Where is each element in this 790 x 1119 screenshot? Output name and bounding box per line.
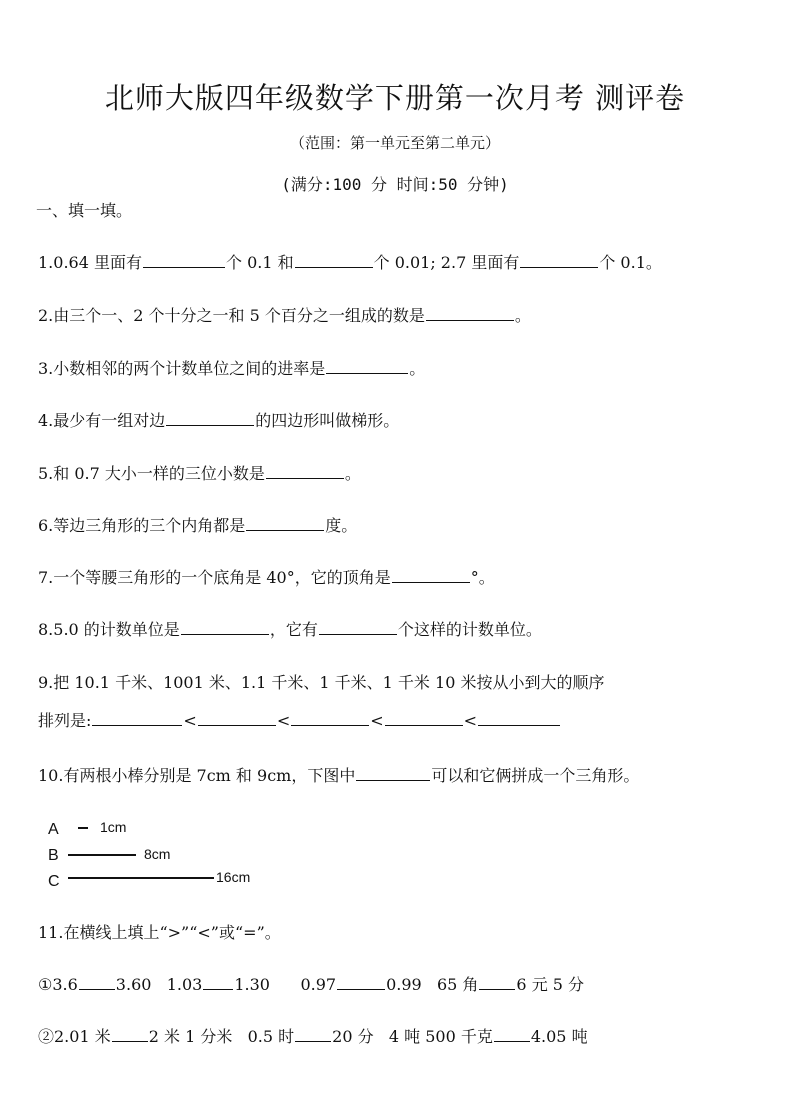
question-9-ordering [38,708,561,731]
question-text: 3.小数相邻的两个计数单位之间的进率是 [38,359,326,378]
compare-item: 0.5 时 [247,1027,295,1046]
stick-c-length: 16cm [216,869,251,885]
stick-b-length: 8cm [144,846,171,862]
compare-item: ②2.01 米 [38,1027,111,1046]
answer-blank[interactable] [319,620,397,635]
question-text: 8.5.0 的计数单位是 [38,620,180,639]
answer-blank[interactable] [295,1027,331,1042]
question-11 [38,920,281,943]
question-text: 可以和它俩拼成一个三角形。 [431,766,640,785]
answer-blank[interactable] [79,975,115,990]
question-text: 。 [409,359,426,378]
compare-item: 4 吨 500 千克 [388,1027,493,1046]
question-text: 1.0.64 里面有 [38,253,142,272]
question-8 [38,617,542,640]
stick-a-length: 1cm [100,819,127,835]
answer-blank[interactable] [92,711,182,726]
question-text: 2.由三个一、2 个十分之一和 5 个百分之一组成的数是 [38,306,425,325]
stick-c-label: C [48,873,60,890]
compare-item: 1.03 [166,975,203,994]
question-text: 5.和 0.7 大小一样的三位小数是 [38,464,265,483]
compare-item: 6 元 5 分 [516,975,585,994]
compare-row-2 [38,1024,588,1047]
compare-item: 20 分 [332,1027,374,1046]
question-10 [38,763,639,786]
compare-item: 1.30 [234,975,270,994]
question-5 [38,461,361,484]
compare-row-1 [38,972,584,995]
answer-blank[interactable] [392,568,470,583]
answer-blank[interactable] [203,975,233,990]
answer-blank[interactable] [520,253,598,268]
question-1 [38,250,662,273]
less-than-sign: < [276,711,291,730]
question-text: ，它有 [269,620,318,639]
exam-scope: （范围：第一单元至第二单元） [289,134,500,152]
compare-item: ①3.6 [38,975,78,994]
compare-item: 65 角 [436,975,479,994]
answer-blank[interactable] [426,306,514,321]
answer-blank[interactable] [291,711,369,726]
answer-blank[interactable] [266,464,344,479]
question-7 [38,565,495,588]
score-time-line: (满分:100 分 时间:50 分钟) [281,175,509,194]
answer-blank[interactable] [494,1027,530,1042]
answer-blank[interactable] [181,620,269,635]
answer-blank[interactable] [246,516,324,531]
answer-blank[interactable] [143,253,225,268]
question-6 [38,513,357,536]
answer-blank[interactable] [478,711,560,726]
question-text: 7.一个等腰三角形的一个底角是 40°，它的顶角是 [38,568,391,587]
stick-length-figure [46,814,276,892]
question-text: 。 [514,306,531,325]
question-text: 个 0.01; 2.7 里面有 [373,253,520,272]
compare-item: 4.05 吨 [530,1027,588,1046]
answer-blank[interactable] [326,359,408,374]
question-3 [38,356,425,379]
stick-b-label: B [48,847,59,864]
question-9 [38,670,604,693]
question-text: 10.有两根小棒分别是 7cm 和 9cm，下图中 [38,766,356,785]
section-heading: 一、填一填。 [36,201,133,220]
compare-item: 0.97 [300,975,337,994]
answer-blank[interactable] [385,711,463,726]
less-than-sign: < [463,711,478,730]
question-text: 11.在横线上填上“>”“<”或“=”。 [38,923,281,942]
question-text: °。 [470,568,495,587]
stick-a-label: A [48,821,59,838]
question-text: 9.把 10.1 千米、1001 米、1.1 千米、1 千米、1 千米 10 米按从小到大的顺序 [38,673,605,692]
answer-blank[interactable] [295,253,373,268]
compare-item: 2 米 1 分米 [148,1027,233,1046]
question-text: 。 [344,464,361,483]
question-2 [38,303,531,326]
question-text: 个这样的计数单位。 [397,620,542,639]
answer-blank[interactable] [198,711,276,726]
question-text: 度。 [325,516,358,535]
question-text: 4.最少有一组对边 [38,411,166,430]
question-text: 6.等边三角形的三个内角都是 [38,516,246,535]
compare-item: 3.60 [115,975,152,994]
question-4 [38,408,399,431]
less-than-sign: < [183,711,197,730]
question-text: 个 0.1。 [599,253,662,272]
answer-blank[interactable] [479,975,515,990]
answer-blank[interactable] [166,411,254,426]
answer-blank[interactable] [112,1027,148,1042]
compare-item: 0.99 [386,975,422,994]
answer-blank[interactable] [356,766,430,781]
question-text: 排列是: [38,711,92,730]
page-title: 北师大版四年级数学下册第一次月考 测评卷 [104,81,686,115]
less-than-sign: < [370,711,384,730]
answer-blank[interactable] [337,975,385,990]
question-text: 个 0.1 和 [225,253,294,272]
question-text: 的四边形叫做梯形。 [255,411,400,430]
